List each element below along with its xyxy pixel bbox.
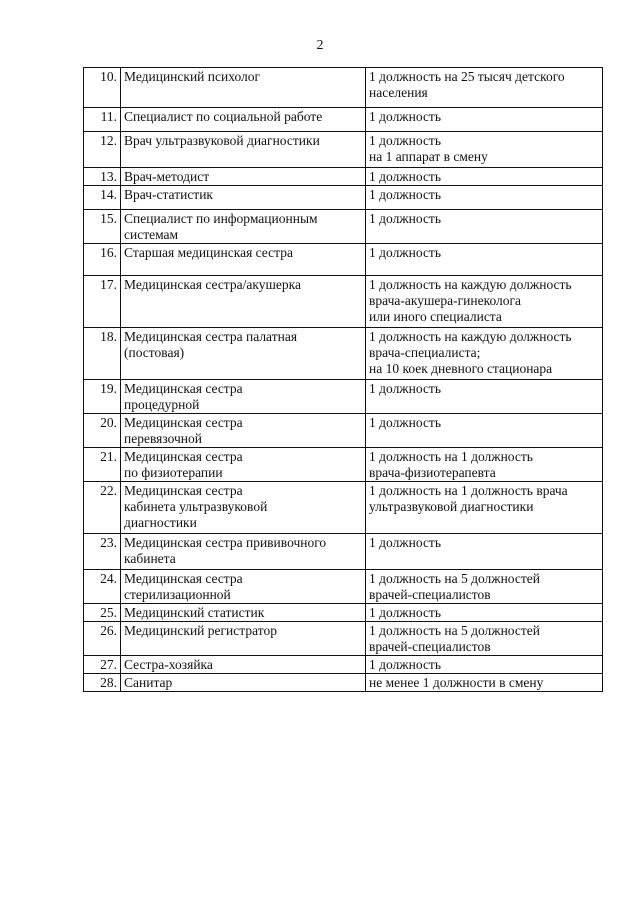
position-cell — [121, 210, 366, 244]
position-line: Санитар — [124, 675, 173, 690]
table-row — [84, 168, 603, 186]
position-line: Медицинский психолог — [124, 69, 261, 84]
position-cell — [121, 186, 366, 210]
row-number: 26. — [84, 622, 121, 656]
position-cell — [121, 534, 366, 570]
position-cell — [121, 482, 366, 534]
norm-cell — [366, 168, 603, 186]
table-row — [84, 482, 603, 534]
row-number: 10. — [84, 68, 121, 108]
table-row — [84, 570, 603, 604]
table-row — [84, 622, 603, 656]
row-number: 24. — [84, 570, 121, 604]
position-cell — [121, 244, 366, 276]
norm-line: на 10 коек дневного стационара — [369, 361, 553, 376]
row-number: 21. — [84, 448, 121, 482]
table-row — [84, 414, 603, 448]
position-cell — [121, 108, 366, 132]
position-line: Медицинская сестра палатная — [124, 329, 298, 344]
position-cell — [121, 414, 366, 448]
table-row — [84, 108, 603, 132]
position-line: Медицинская сестра/акушерка — [124, 277, 301, 292]
norm-line: 1 должность на каждую должность — [369, 329, 572, 344]
position-line: Медицинский регистратор — [124, 623, 277, 638]
norm-line: 1 должность — [369, 169, 441, 184]
row-number: 27. — [84, 656, 121, 674]
norm-line: на 1 аппарат в смену — [369, 149, 488, 164]
position-line: системам — [124, 227, 179, 242]
table-row — [84, 604, 603, 622]
norm-line: врачей-специалистов — [369, 587, 491, 602]
row-number: 14. — [84, 186, 121, 210]
norm-line: 1 должность на 1 должность врача — [369, 483, 568, 498]
norm-cell — [366, 244, 603, 276]
norm-line: или иного специалиста — [369, 309, 502, 324]
table-row — [84, 656, 603, 674]
norm-cell — [366, 622, 603, 656]
row-number: 13. — [84, 168, 121, 186]
position-cell — [121, 380, 366, 414]
norm-cell — [366, 674, 603, 692]
norm-line: 1 должность на 5 должностей — [369, 571, 541, 586]
norm-cell — [366, 186, 603, 210]
norm-line: врача-физиотерапевта — [369, 465, 496, 480]
norm-cell — [366, 68, 603, 108]
norm-cell — [366, 132, 603, 168]
row-number: 16. — [84, 244, 121, 276]
position-line: Старшая медицинская сестра — [124, 245, 293, 260]
norm-cell — [366, 604, 603, 622]
row-number: 17. — [84, 276, 121, 328]
position-cell — [121, 132, 366, 168]
norm-line: 1 должность на 25 тысяч детского — [369, 69, 565, 84]
norm-cell — [366, 534, 603, 570]
position-line: Специалист по социальной работе — [124, 109, 323, 124]
norm-line: 1 должность — [369, 605, 441, 620]
norm-line: 1 должность — [369, 211, 441, 226]
norm-line: 1 должность на каждую должность — [369, 277, 572, 292]
row-number: 22. — [84, 482, 121, 534]
position-line: диагностики — [124, 515, 197, 530]
norm-line: населения — [369, 85, 428, 100]
position-line: Сестра-хозяйка — [124, 657, 213, 672]
norm-line: 1 должность на 1 должность — [369, 449, 533, 464]
position-cell — [121, 276, 366, 328]
position-cell — [121, 168, 366, 186]
position-line: Медицинская сестра — [124, 415, 243, 430]
norm-cell — [366, 414, 603, 448]
position-line: Врач ультразвуковой диагностики — [124, 133, 320, 148]
table-row — [84, 68, 603, 108]
norm-cell — [366, 570, 603, 604]
norm-line: 1 должность — [369, 657, 441, 672]
norm-line: 1 должность — [369, 535, 441, 550]
norm-cell — [366, 448, 603, 482]
position-line: Медицинский статистик — [124, 605, 265, 620]
norm-cell — [366, 328, 603, 380]
norm-line: 1 должность — [369, 133, 441, 148]
position-cell — [121, 604, 366, 622]
position-line: Специалист по информационным — [124, 211, 318, 226]
norm-line: врача-специалиста; — [369, 345, 481, 360]
norm-line: ультразвуковой диагностики — [369, 499, 534, 514]
norm-line: врачей-специалистов — [369, 639, 491, 654]
position-cell — [121, 448, 366, 482]
table-row — [84, 132, 603, 168]
position-line: (постовая) — [124, 345, 185, 360]
norm-line: 1 должность на 5 должностей — [369, 623, 541, 638]
position-cell — [121, 570, 366, 604]
norm-line: 1 должность — [369, 109, 441, 124]
row-number: 28. — [84, 674, 121, 692]
row-number: 11. — [84, 108, 121, 132]
row-number: 18. — [84, 328, 121, 380]
table-row — [84, 448, 603, 482]
row-number: 20. — [84, 414, 121, 448]
norm-line: 1 должность — [369, 381, 441, 396]
row-number: 12. — [84, 132, 121, 168]
page-number: 2 — [316, 38, 324, 53]
norm-line: 1 должность — [369, 245, 441, 260]
position-cell — [121, 328, 366, 380]
table-row — [84, 210, 603, 244]
position-line: Медицинская сестра — [124, 449, 243, 464]
table-row — [84, 244, 603, 276]
position-line: Медицинская сестра — [124, 571, 243, 586]
position-line: кабинета ультразвуковой — [124, 499, 268, 514]
row-number: 19. — [84, 380, 121, 414]
position-line: процедурной — [124, 397, 200, 412]
table-row — [84, 380, 603, 414]
norm-cell — [366, 210, 603, 244]
norm-cell — [366, 656, 603, 674]
table-row — [84, 534, 603, 570]
norm-cell — [366, 276, 603, 328]
table-row — [84, 186, 603, 210]
norm-cell — [366, 108, 603, 132]
position-cell — [121, 674, 366, 692]
position-line: Медицинская сестра — [124, 483, 243, 498]
position-cell — [121, 656, 366, 674]
table-row — [84, 276, 603, 328]
position-line: Врач-статистик — [124, 187, 213, 202]
position-line: Медицинская сестра прививочного — [124, 535, 327, 550]
table-row — [84, 328, 603, 380]
position-cell — [121, 622, 366, 656]
norm-line: не менее 1 должности в смену — [369, 675, 544, 690]
position-line: перевязочной — [124, 431, 203, 446]
position-cell — [121, 68, 366, 108]
position-line: стерилизационной — [124, 587, 231, 602]
position-line: по физиотерапии — [124, 465, 223, 480]
position-line: кабинета — [124, 551, 176, 566]
norm-line: 1 должность — [369, 415, 441, 430]
position-line: Медицинская сестра — [124, 381, 243, 396]
norm-cell — [366, 482, 603, 534]
norm-cell — [366, 380, 603, 414]
row-number: 23. — [84, 534, 121, 570]
position-line: Врач-методист — [124, 169, 210, 184]
row-number: 15. — [84, 210, 121, 244]
staffing-table — [83, 67, 603, 692]
norm-line: 1 должность — [369, 187, 441, 202]
table-row — [84, 674, 603, 692]
norm-line: врача-акушера-гинеколога — [369, 293, 522, 308]
row-number: 25. — [84, 604, 121, 622]
